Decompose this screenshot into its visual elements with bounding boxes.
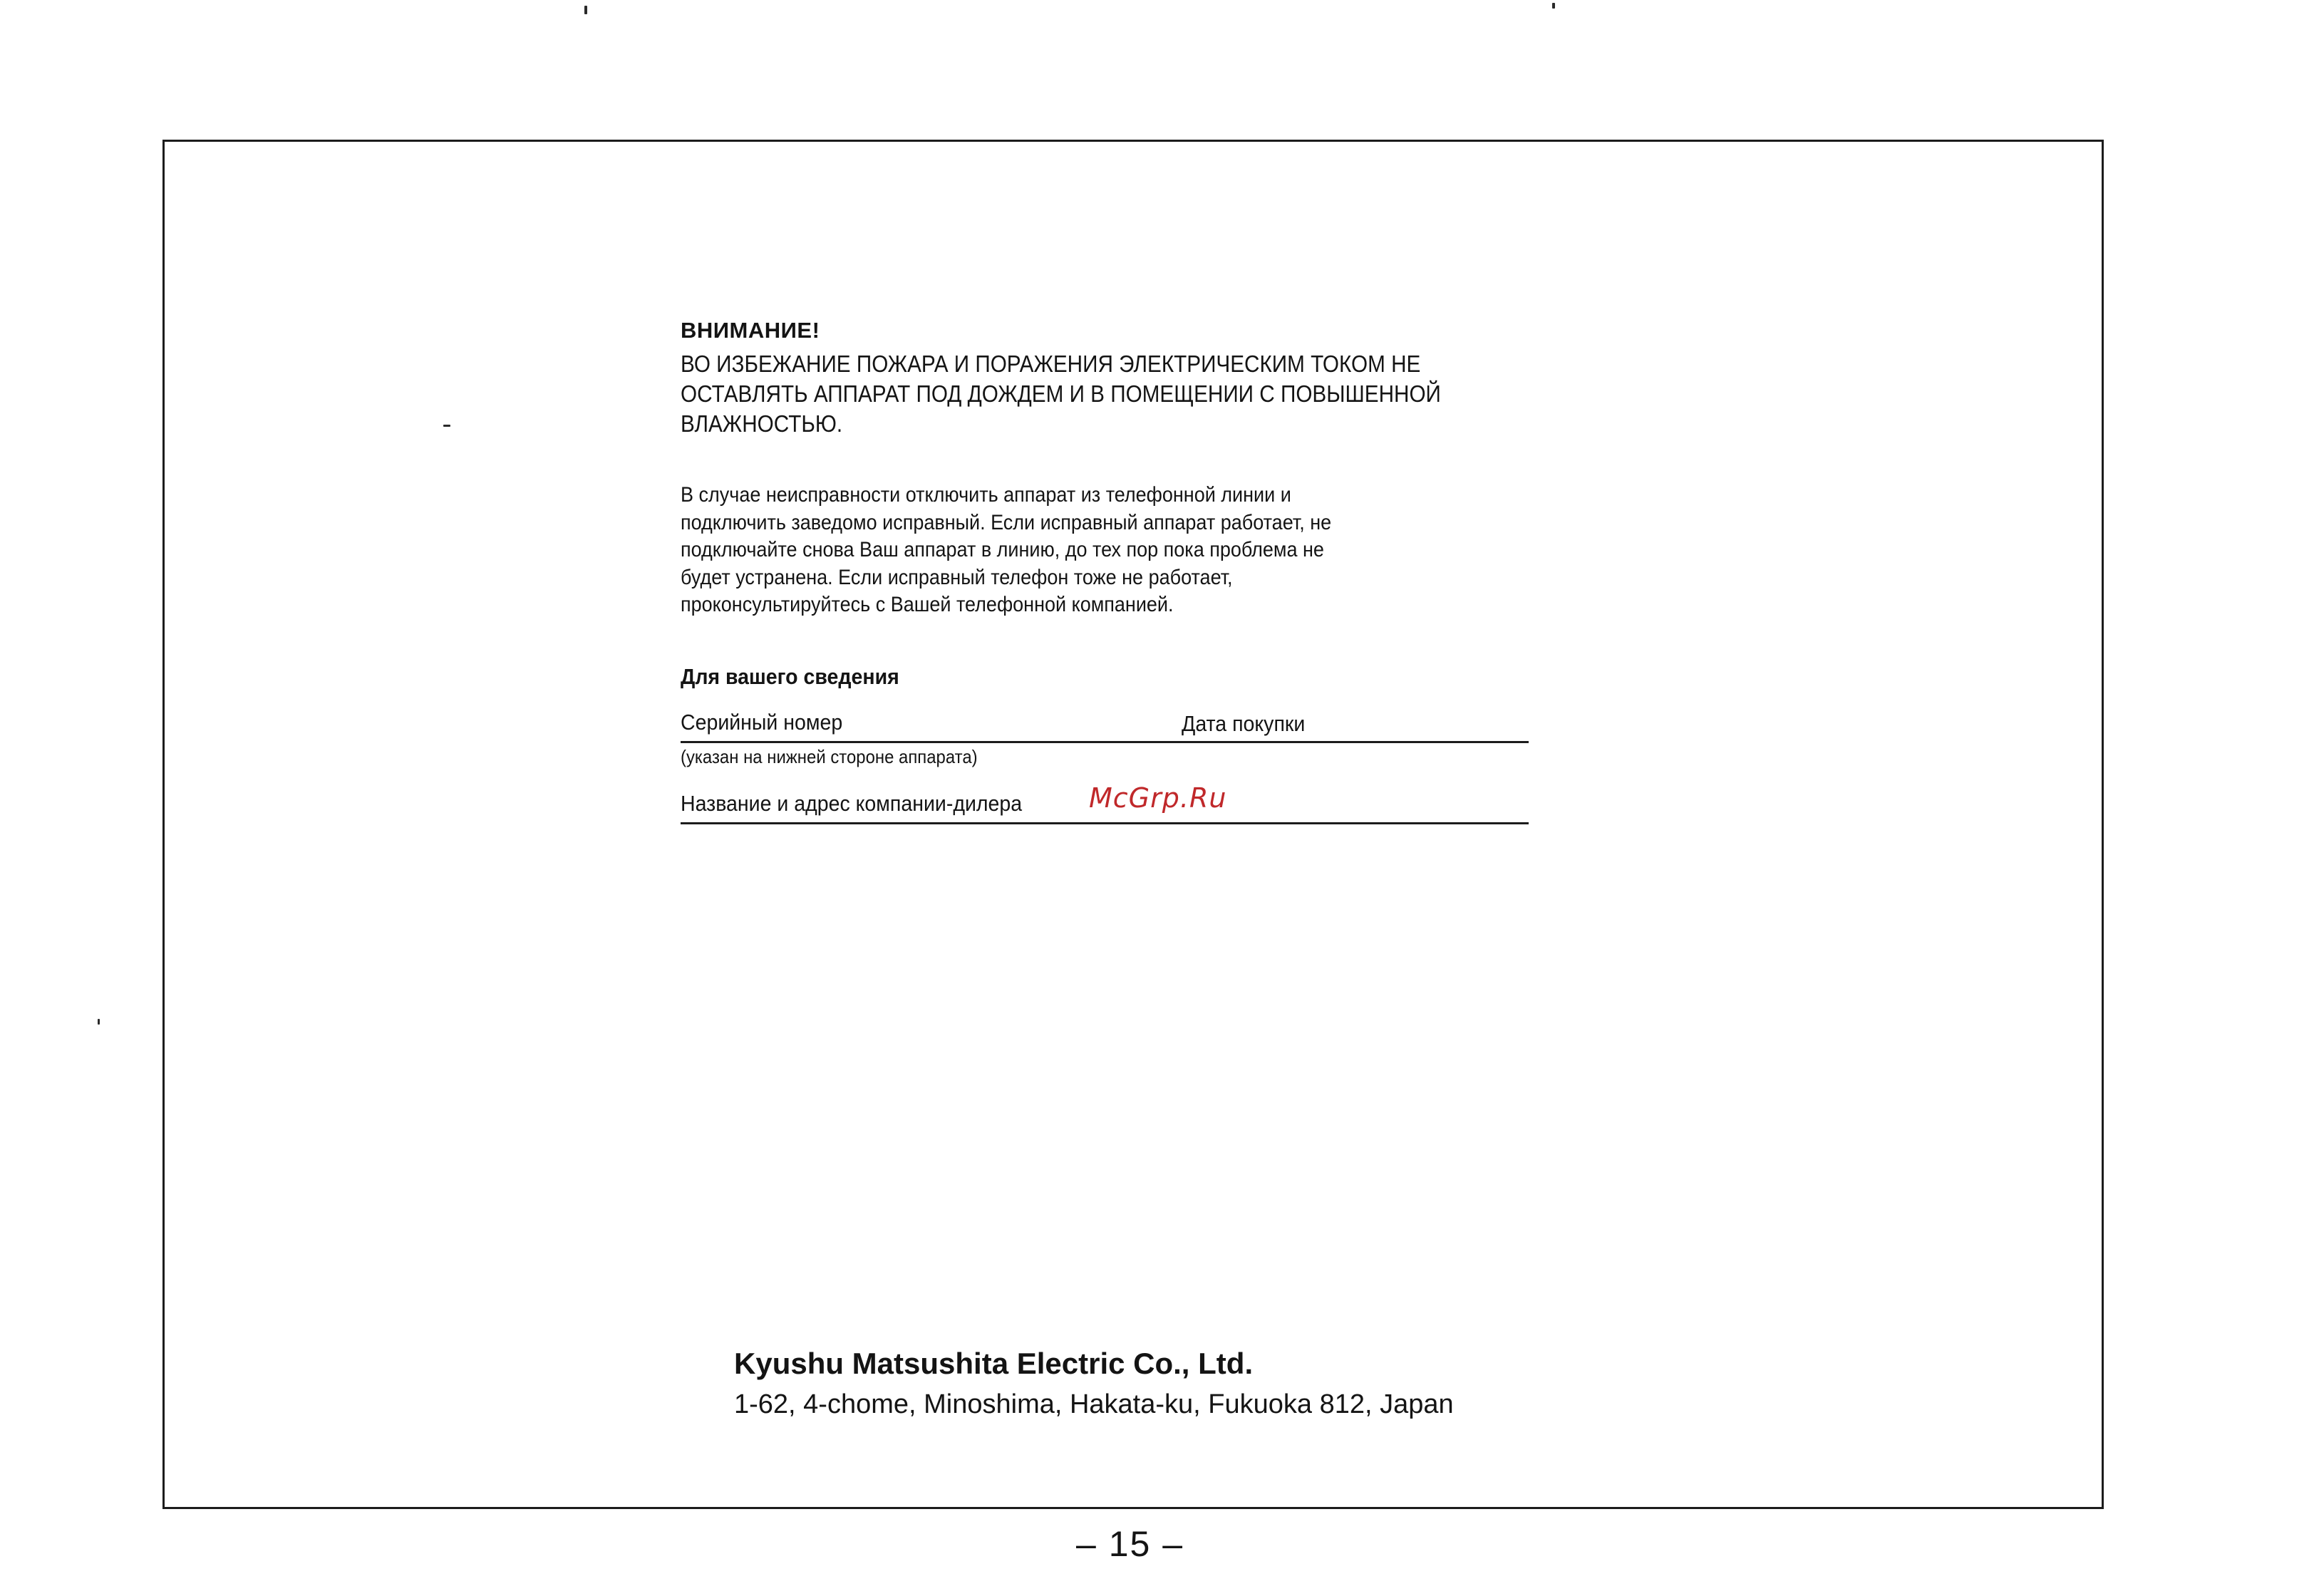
serial-number-label: Серийный номер	[681, 710, 843, 735]
warning-line: ВЛАЖНОСТЬЮ.	[681, 410, 843, 437]
fault-line: проконсультируйтесь с Вашей телефонной компанией.	[681, 593, 1174, 616]
scan-speck	[584, 6, 587, 14]
serial-date-line	[681, 741, 1529, 743]
company-name: Kyushu Matsushita Electric Co., Ltd.	[734, 1347, 1254, 1380]
page-number: – 15 –	[1076, 1524, 1184, 1564]
warning-title: ВНИМАНИЕ!	[681, 318, 820, 343]
fault-line: подключайте снова Ваш аппарат в линию, до тех пор пока проблема не	[681, 538, 1324, 561]
scan-speck	[98, 1019, 100, 1025]
page-frame	[162, 140, 2104, 1509]
dealer-label: Название и адрес компании-дилера	[681, 791, 1023, 816]
warning-line: ВО ИЗБЕЖАНИЕ ПОЖАРА И ПОРАЖЕНИЯ ЭЛЕКТРИЧЕСКИМ ТОКОМ НЕ	[681, 351, 1421, 377]
fault-line: будет устранена. Если исправный телефон тоже не работает,	[681, 565, 1233, 589]
dealer-line	[681, 822, 1529, 824]
purchase-date-label: Дата покупки	[1182, 711, 1306, 736]
fault-instructions	[681, 482, 1450, 619]
warning-line: ОСТАВЛЯТЬ АППАРАТ ПОД ДОЖДЕМ И В ПОМЕЩЕНИИ С ПОВЫШЕННОЙ	[681, 380, 1441, 407]
fault-line: подключить заведомо исправный. Если исправный аппарат работает, не	[681, 510, 1332, 534]
fault-line: В случае неисправности отключить аппарат из телефонной линии и	[681, 483, 1291, 507]
serial-note: (указан на нижней стороне аппарата)	[681, 746, 978, 767]
warning-text	[681, 349, 1450, 439]
info-title: Для вашего сведения	[681, 664, 899, 689]
watermark: McGrp.Ru	[1089, 782, 1227, 814]
scan-speck	[1552, 3, 1555, 9]
company-address: 1-62, 4-chome, Minoshima, Hakata-ku, Fukuoka 812, Japan	[734, 1389, 1454, 1419]
